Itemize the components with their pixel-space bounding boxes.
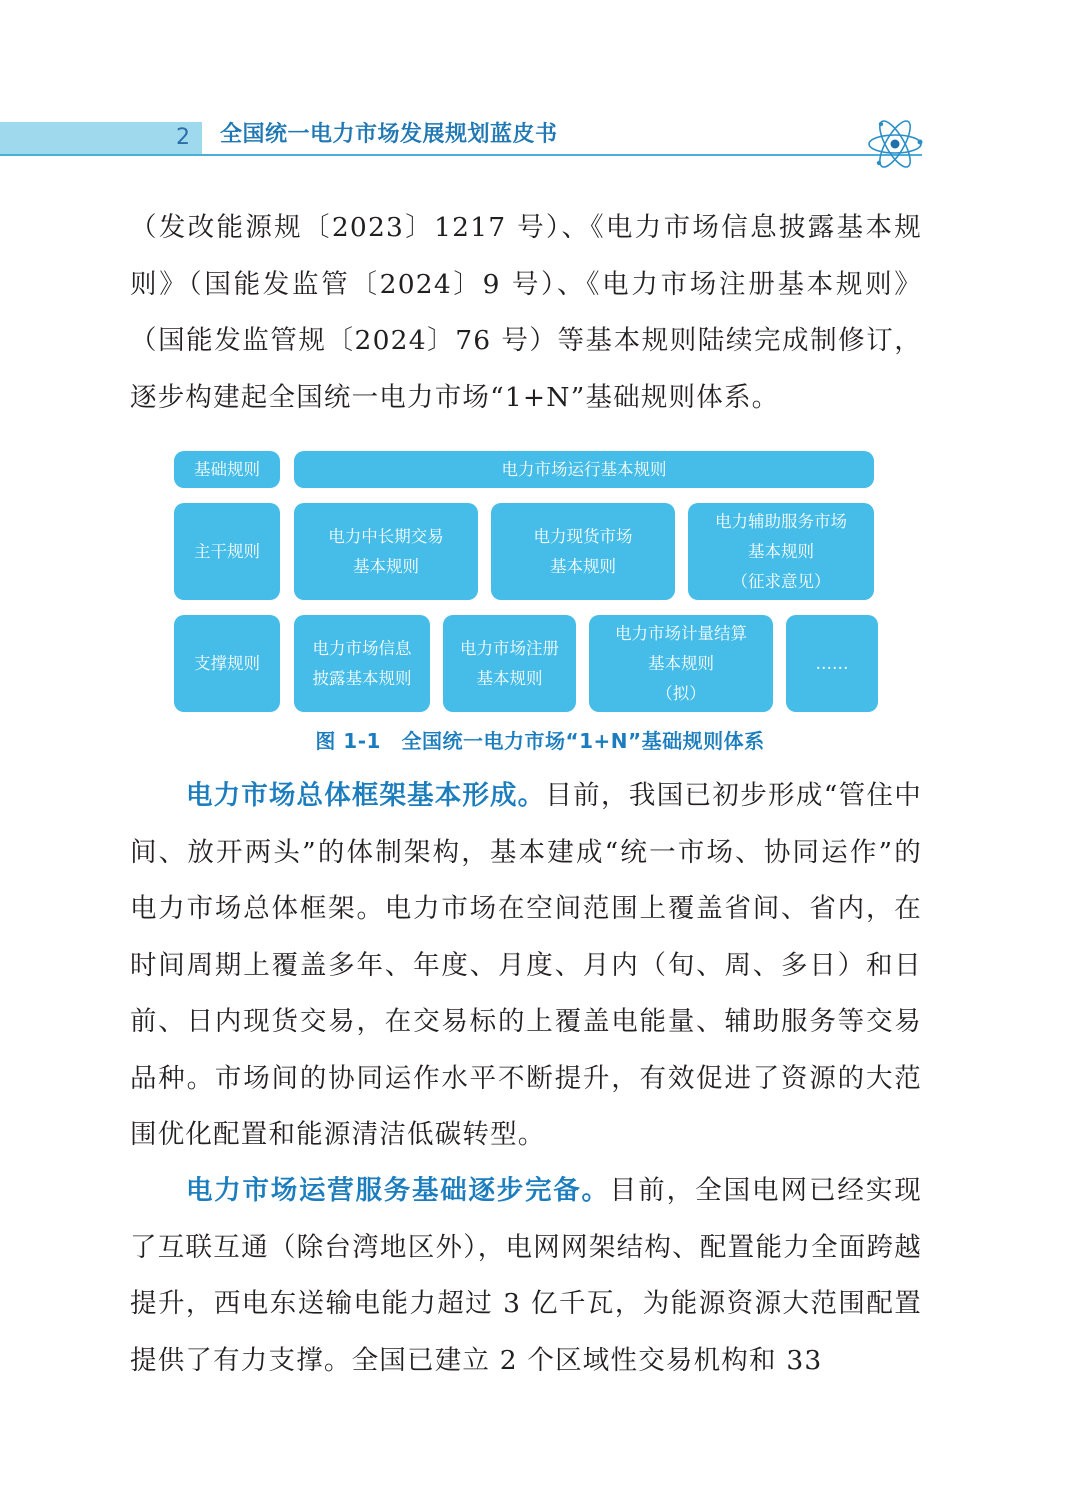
box-spot-market-rules: 电力现货市场 基本规则 — [491, 503, 675, 600]
paragraph-body: 目前，我国已初步形成“管住中间、放开两头”的体制架构，基本建成“统一市场、协同运作”的电力市场总体框架。电力市场在空间范围上覆盖省间、省内，在时间周期上覆盖多年、年度、月度、月内（旬、周、多日）和日前、日内现货交易，在交易标的上覆盖电能量、辅助服务等交易品种。市场间的协同运作水平不断提升，有效促进了资源的大范围优化配置和能源清洁低碳转型。 — [130, 780, 922, 1150]
box-metering-settlement-rules: 电力市场计量结算 基本规则 （拟） — [589, 615, 773, 712]
book-title: 全国统一电力市场发展规划蓝皮书 — [220, 122, 558, 147]
page-header — [0, 118, 1080, 168]
box-registration-rules: 电力市场注册 基本规则 — [443, 615, 576, 712]
paragraph-lead: 电力市场运营服务基础逐步完备。 — [186, 1175, 610, 1206]
header-color-band — [0, 122, 202, 154]
box-ancillary-service-rules: 电力辅助服务市场 基本规则 （征求意见） — [688, 503, 874, 600]
paragraph-operation-services — [130, 1163, 922, 1389]
row-label-main-rules: 主干规则 — [174, 503, 280, 600]
paragraph-body: 目前，全国电网已经实现了互联互通（除台湾地区外），电网网架结构、配置能力全面跨越提升，西电东送输电能力超过 3 亿千瓦，为能源资源大范围配置提供了有力支撑。全国已建立 2 个区域性交易机构和 33 — [130, 1175, 922, 1376]
box-more-rules: …… — [786, 615, 878, 712]
page-number: 2 — [176, 125, 190, 150]
atom-logo-icon — [866, 118, 924, 170]
intro-paragraph: （发改能源规〔2023〕1217 号）、《电力市场信息披露基本规则》（国能发监管〔2024〕9 号）、《电力市场注册基本规则》（国能发监管规〔2024〕76 号）等基本规则陆续完成制修订，逐步构建起全国统一电力市场“1+N”基础规则体系。 — [130, 212, 922, 413]
paragraph-lead: 电力市场总体框架基本形成。 — [186, 780, 546, 811]
row-label-supporting-rules: 支撑规则 — [174, 615, 280, 712]
box-information-disclosure-rules: 电力市场信息 披露基本规则 — [294, 615, 430, 712]
figure-caption: 图 1-1 全国统一电力市场“1+N”基础规则体系 — [315, 729, 765, 753]
header-rule — [0, 154, 922, 156]
row-label-basic-rules: 基础规则 — [174, 451, 280, 488]
paragraph-market-framework — [130, 768, 922, 1164]
box-market-operation-rules: 电力市场运行基本规则 — [294, 451, 874, 488]
box-medium-long-term-rules: 电力中长期交易 基本规则 — [294, 503, 478, 600]
